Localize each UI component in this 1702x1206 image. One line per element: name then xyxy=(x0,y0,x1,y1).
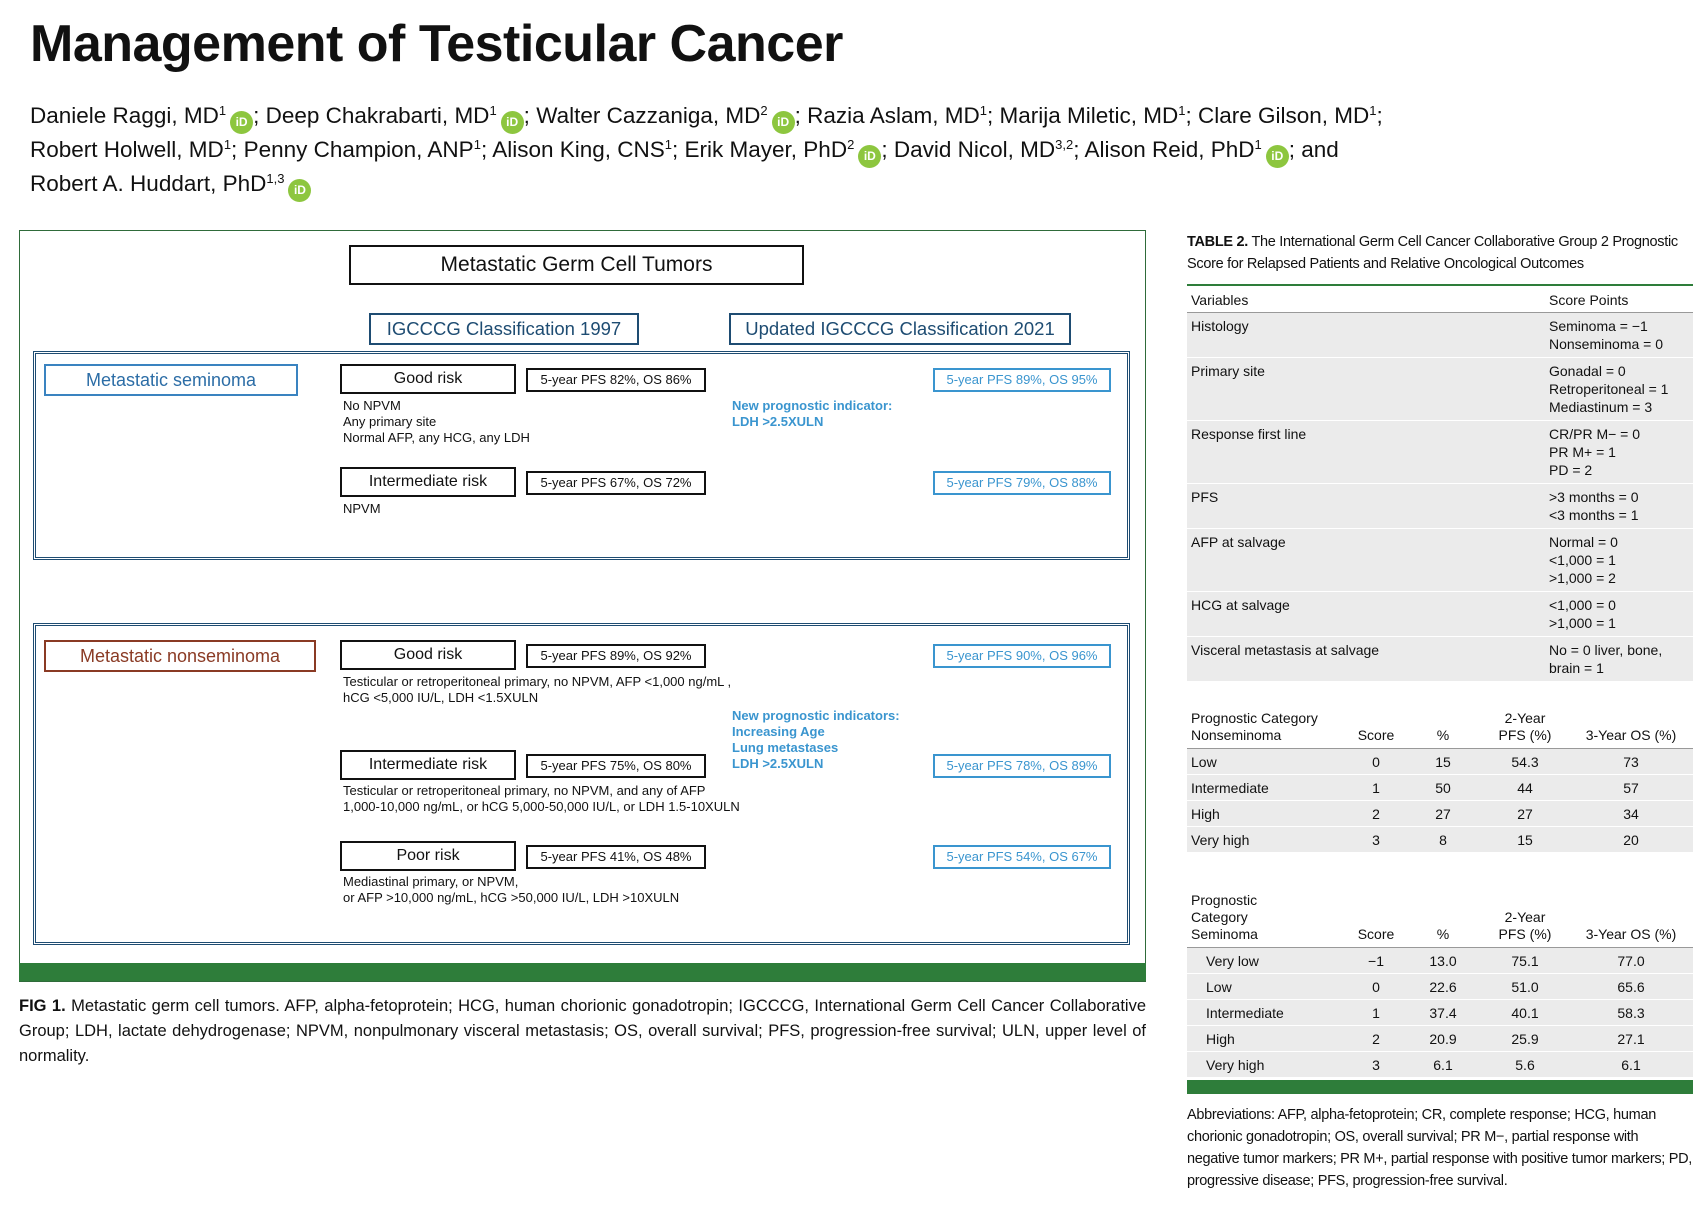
author-affiliation: 1 xyxy=(1254,137,1262,152)
category-cell: Intermediate xyxy=(1206,1004,1284,1021)
score-cell: 3 xyxy=(1372,1056,1380,1073)
column-header-score: Score xyxy=(1357,926,1395,942)
column-header-category: Prognostic Category Nonseminoma xyxy=(1191,710,1318,743)
nonseminoma-intermediate-pfs-2021: 5-year PFS 78%, OS 89% xyxy=(933,754,1111,778)
nonseminoma-outcome-table xyxy=(1187,710,1693,853)
author-affiliation: 1 xyxy=(473,137,481,152)
column-header-percent: % xyxy=(1436,926,1450,942)
score-cell: Seminoma = −1 Nonseminoma = 0 xyxy=(1549,318,1664,352)
author-name: Erik Mayer, PhD xyxy=(684,137,848,162)
author-separator: ; xyxy=(1376,103,1383,128)
percent-cell: 8 xyxy=(1439,831,1447,848)
author-separator: ; and xyxy=(1288,137,1339,162)
table-header-row xyxy=(1187,286,1693,313)
author-separator: ; xyxy=(1185,103,1198,128)
percent-cell: 20.9 xyxy=(1429,1030,1457,1047)
column-header-percent: % xyxy=(1436,727,1450,743)
orcid-icon[interactable]: iD xyxy=(501,111,524,134)
table-header-row xyxy=(1187,710,1693,749)
score-cell: Normal = 0 <1,000 = 1 >1,000 = 2 xyxy=(1549,534,1618,586)
percent-cell: 13.0 xyxy=(1429,952,1457,969)
table-header-row xyxy=(1187,892,1693,948)
category-cell: Low xyxy=(1191,753,1217,770)
os-cell: 6.1 xyxy=(1621,1056,1641,1073)
score-cell: 1 xyxy=(1372,1004,1380,1021)
score-cell: CR/PR M− = 0 PR M+ = 1 PD = 2 xyxy=(1549,426,1641,478)
nonseminoma-good-risk: Good risk xyxy=(340,640,516,670)
author-name: Penny Champion, ANP xyxy=(243,137,474,162)
orcid-icon[interactable]: iD xyxy=(288,179,311,202)
variable-cell: Response first line xyxy=(1191,426,1307,442)
category-cell: Very high xyxy=(1206,1056,1265,1073)
author-affiliation: 2 xyxy=(760,103,768,118)
author-name: Deep Chakrabarti, MD xyxy=(265,103,490,128)
percent-cell: 6.1 xyxy=(1433,1056,1453,1073)
nonseminoma-label: Metastatic nonseminoma xyxy=(44,640,316,672)
author-affiliation: 1 xyxy=(1178,103,1186,118)
score-cell: −1 xyxy=(1368,952,1384,969)
column-header-category: Prognostic Category Seminoma xyxy=(1191,892,1258,942)
table-title-text: The International Germ Cell Cancer Collaborative Group 2 Prognostic Score for Relapsed Patients and Relative Oncological Outcomes xyxy=(1187,234,1678,272)
author-separator: ; xyxy=(986,103,1000,128)
author-name: Alison Reid, PhD xyxy=(1084,137,1255,162)
author-affiliation: 1 xyxy=(979,103,987,118)
seminoma-intermediate-risk: Intermediate risk xyxy=(340,467,516,497)
orcid-icon[interactable]: iD xyxy=(858,145,881,168)
table-row xyxy=(1187,592,1693,637)
table-row xyxy=(1187,827,1693,853)
score-cell: 0 xyxy=(1372,753,1380,770)
pfs-cell: 25.9 xyxy=(1511,1030,1539,1047)
seminoma-good-pfs-2021: 5-year PFS 89%, OS 95% xyxy=(933,368,1111,392)
nonseminoma-new-indicators: New prognostic indicators: Increasing Age Lung metastases LDH >2.5XULN xyxy=(732,708,900,771)
score-cell: 2 xyxy=(1372,805,1380,822)
author-name: Robert Holwell, MD xyxy=(30,137,224,162)
author-name: Razia Aslam, MD xyxy=(807,103,980,128)
author-name: Robert A. Huddart, PhD xyxy=(30,171,267,196)
column-header-score: Score xyxy=(1357,727,1395,743)
table-row xyxy=(1187,1052,1693,1078)
pfs-cell: 54.3 xyxy=(1511,753,1539,770)
author-separator: ; xyxy=(1073,137,1085,162)
author-affiliation: 3,2 xyxy=(1055,137,1074,152)
author-list xyxy=(30,100,1470,202)
figure-caption xyxy=(19,994,1146,1069)
seminoma-good-pfs-1997: 5-year PFS 82%, OS 86% xyxy=(526,368,706,392)
author-name: Marija Miletic, MD xyxy=(999,103,1179,128)
os-cell: 65.6 xyxy=(1617,978,1645,995)
percent-cell: 15 xyxy=(1435,753,1451,770)
variable-cell: AFP at salvage xyxy=(1191,534,1286,550)
figure-main-title: Metastatic Germ Cell Tumors xyxy=(349,245,804,285)
author-separator: ; xyxy=(672,137,685,162)
seminoma-good-risk: Good risk xyxy=(340,364,516,394)
author-affiliation: 1 xyxy=(218,103,227,118)
page-title: Management of Testicular Cancer xyxy=(30,15,843,73)
seminoma-intermediate-pfs-2021: 5-year PFS 79%, OS 88% xyxy=(933,471,1111,495)
score-cell: Gonadal = 0 Retroperitoneal = 1 Mediastinum = 3 xyxy=(1549,363,1669,415)
score-cell: >3 months = 0 <3 months = 1 xyxy=(1549,489,1639,523)
author-separator: ; xyxy=(794,103,808,128)
pfs-cell: 5.6 xyxy=(1515,1056,1535,1073)
nonseminoma-poor-risk: Poor risk xyxy=(340,841,516,871)
os-cell: 34 xyxy=(1623,805,1639,822)
score-cell: 3 xyxy=(1372,831,1380,848)
seminoma-new-indicator: New prognostic indicator: LDH >2.5XULN xyxy=(732,398,893,429)
category-cell: High xyxy=(1206,1030,1235,1047)
orcid-icon[interactable]: iD xyxy=(1266,145,1289,168)
category-cell: Low xyxy=(1206,978,1232,995)
figure-caption-label: FIG 1. xyxy=(19,997,66,1015)
author-affiliation: 1 xyxy=(1369,103,1377,118)
os-cell: 58.3 xyxy=(1617,1004,1645,1021)
nonseminoma-intermediate-pfs-1997: 5-year PFS 75%, OS 80% xyxy=(526,754,706,778)
author-affiliation: 1 xyxy=(489,103,497,118)
table-row xyxy=(1187,775,1693,801)
nonseminoma-poor-criteria: Mediastinal primary, or NPVM, or AFP >10,000 ng/mL, hCG >50,000 IU/L, LDH >10XULN xyxy=(343,874,680,905)
percent-cell: 37.4 xyxy=(1429,1004,1457,1021)
os-cell: 77.0 xyxy=(1617,952,1645,969)
score-points-table xyxy=(1187,284,1693,682)
pfs-cell: 75.1 xyxy=(1511,952,1539,969)
seminoma-intermediate-criteria: NPVM xyxy=(343,501,381,516)
table-row xyxy=(1187,1000,1693,1026)
author-separator: ; xyxy=(253,103,266,128)
author-name: Clare Gilson, MD xyxy=(1197,103,1370,128)
nonseminoma-good-pfs-2021: 5-year PFS 90%, OS 96% xyxy=(933,644,1111,668)
variable-cell: Visceral metastasis at salvage xyxy=(1191,642,1380,658)
seminoma-section xyxy=(33,351,1130,560)
orcid-icon[interactable]: iD xyxy=(230,111,253,134)
classification-1997-header: IGCCCG Classification 1997 xyxy=(369,313,639,345)
column-header-score-points: Score Points xyxy=(1549,292,1629,308)
table-row xyxy=(1187,749,1693,775)
table-row xyxy=(1187,974,1693,1000)
os-cell: 27.1 xyxy=(1617,1030,1645,1047)
classification-2021-header: Updated IGCCCG Classification 2021 xyxy=(729,313,1071,345)
nonseminoma-good-criteria: Testicular or retroperitoneal primary, no NPVM, AFP <1,000 ng/mL , hCG <5,000 IU/L, LDH <1.5XULN xyxy=(343,674,732,705)
pfs-cell: 44 xyxy=(1517,779,1533,796)
table-bottom-bar xyxy=(1187,1080,1693,1094)
table-row xyxy=(1187,421,1693,484)
pfs-cell: 40.1 xyxy=(1511,1004,1539,1021)
table-label: TABLE 2. xyxy=(1187,234,1248,250)
author-affiliation: 2 xyxy=(847,137,855,152)
percent-cell: 27 xyxy=(1435,805,1451,822)
seminoma-good-criteria: No NPVM Any primary site Normal AFP, any HCG, any LDH xyxy=(343,398,530,445)
author-separator: ; xyxy=(231,137,244,162)
figure-bottom-bar xyxy=(19,963,1146,981)
seminoma-label: Metastatic seminoma xyxy=(44,364,298,396)
score-cell: 2 xyxy=(1372,1030,1380,1047)
os-cell: 20 xyxy=(1623,831,1639,848)
variable-cell: PFS xyxy=(1191,489,1219,505)
author-affiliation: 1 xyxy=(664,137,673,152)
seminoma-intermediate-pfs-1997: 5-year PFS 67%, OS 72% xyxy=(526,471,706,495)
seminoma-outcome-table xyxy=(1187,892,1693,1078)
author-name: Walter Cazzaniga, MD xyxy=(536,103,761,128)
table-row xyxy=(1187,358,1693,421)
category-cell: Very low xyxy=(1206,952,1259,969)
table-row xyxy=(1187,948,1693,974)
nonseminoma-section xyxy=(33,623,1130,945)
nonseminoma-intermediate-risk: Intermediate risk xyxy=(340,750,516,780)
figure-caption-text: Metastatic germ cell tumors. AFP, alpha-fetoprotein; HCG, human chorionic gonadotropin; IGCCCG, International Germ Cell Cancer Collaborative Group; LDH, lactate dehydrogenase; NPVM, nonpulmonary visceral metastasis; OS, overall survival; PFS, progression-free survival; ULN, upper level of normality. xyxy=(19,997,1146,1065)
pfs-cell: 15 xyxy=(1517,831,1533,848)
author-affiliation: 1,3 xyxy=(266,171,285,186)
nonseminoma-intermediate-criteria: Testicular or retroperitoneal primary, no NPVM, and any of AFP 1,000-10,000 ng/mL, or hCG 5,000-50,000 IU/L, or LDH 1.5-10XULN xyxy=(343,783,740,814)
author-separator: ; xyxy=(480,137,493,162)
table-row xyxy=(1187,313,1693,358)
author-separator: ; xyxy=(881,137,894,162)
author-separator: ; xyxy=(523,103,537,128)
score-cell: 1 xyxy=(1372,779,1380,796)
variable-cell: Primary site xyxy=(1191,363,1265,379)
score-cell: <1,000 = 0 >1,000 = 1 xyxy=(1549,597,1616,631)
column-header-pfs: 2-Year PFS (%) xyxy=(1498,909,1552,942)
category-cell: Very high xyxy=(1191,831,1250,848)
pfs-cell: 51.0 xyxy=(1511,978,1539,995)
score-cell: No = 0 liver, bone, brain = 1 xyxy=(1549,642,1663,676)
column-header-os: 3-Year OS (%) xyxy=(1585,926,1677,942)
table-title xyxy=(1187,231,1692,275)
column-header-variables: Variables xyxy=(1191,292,1249,308)
orcid-icon[interactable]: iD xyxy=(772,111,795,134)
author-affiliation: 1 xyxy=(223,137,232,152)
percent-cell: 50 xyxy=(1435,779,1451,796)
author-name: Daniele Raggi, MD xyxy=(30,103,219,128)
variable-cell: Histology xyxy=(1191,318,1249,334)
table-row xyxy=(1187,484,1693,529)
percent-cell: 22.6 xyxy=(1429,978,1457,995)
author-name: David Nicol, MD xyxy=(893,137,1056,162)
score-cell: 0 xyxy=(1372,978,1380,995)
variable-cell: HCG at salvage xyxy=(1191,597,1290,613)
nonseminoma-poor-pfs-2021: 5-year PFS 54%, OS 67% xyxy=(933,845,1111,869)
column-header-pfs: 2-Year PFS (%) xyxy=(1498,710,1552,743)
author-name: Alison King, CNS xyxy=(492,137,665,162)
table-row xyxy=(1187,801,1693,827)
table-row xyxy=(1187,637,1693,682)
nonseminoma-poor-pfs-1997: 5-year PFS 41%, OS 48% xyxy=(526,845,706,869)
category-cell: High xyxy=(1191,805,1220,822)
table-row xyxy=(1187,1026,1693,1052)
pfs-cell: 27 xyxy=(1517,805,1533,822)
os-cell: 73 xyxy=(1623,753,1639,770)
table-abbreviations: Abbreviations: AFP, alpha-fetoprotein; CR, complete response; HCG, human chorionic gonadotropin; OS, overall survival; PR M−, partial response with negative tumor markers; PR M+, partial response with positive tumor markers; PD, progressive disease; PFS, progression-free survival. xyxy=(1187,1107,1693,1189)
os-cell: 57 xyxy=(1623,779,1639,796)
category-cell: Intermediate xyxy=(1191,779,1269,796)
column-header-os: 3-Year OS (%) xyxy=(1585,727,1677,743)
table-row xyxy=(1187,529,1693,592)
nonseminoma-good-pfs-1997: 5-year PFS 89%, OS 92% xyxy=(526,644,706,668)
figure-1 xyxy=(19,230,1146,982)
